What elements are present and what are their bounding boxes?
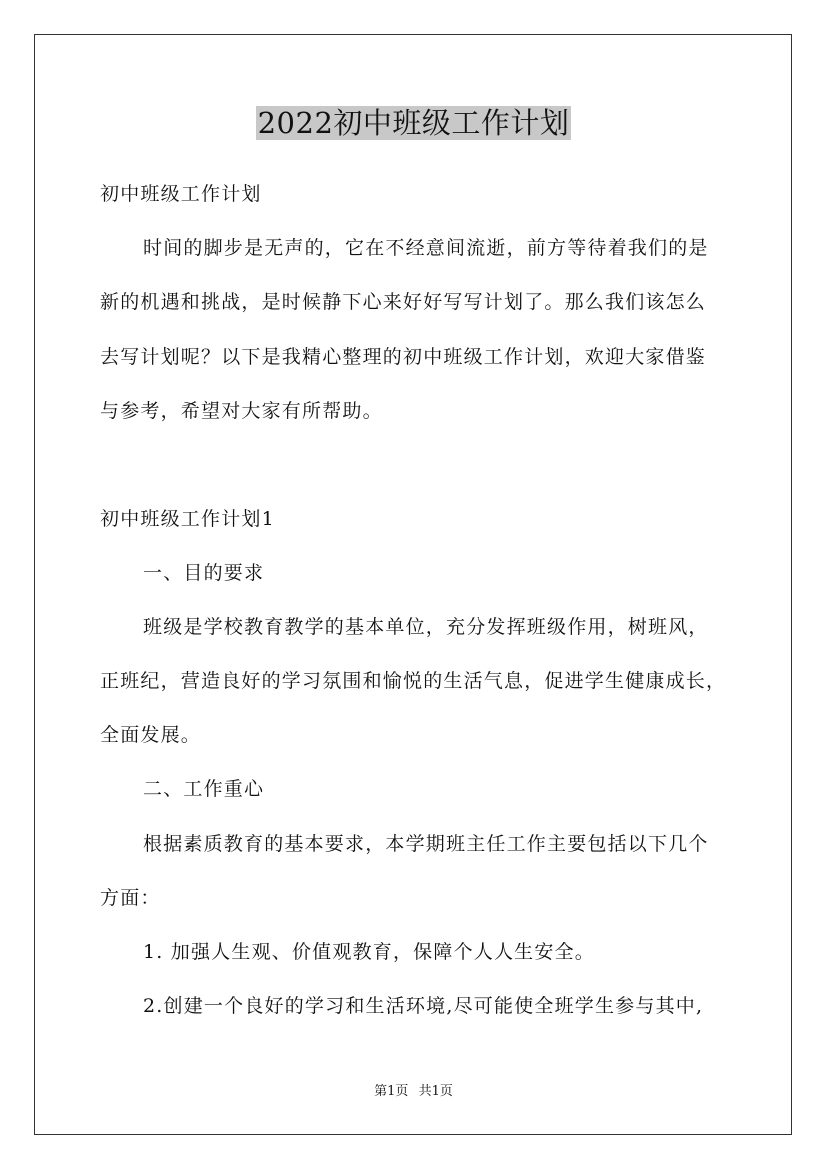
part2-body-line-2: 方面：	[100, 887, 161, 909]
page-total: 共1页	[418, 1084, 453, 1099]
intro-line-2: 新的机遇和挑战，是时候静下心来好好写写计划了。那么我们该怎么	[100, 291, 707, 313]
document-title	[0, 103, 827, 143]
section1-heading: 初中班级工作计划1	[100, 508, 275, 530]
list-item-1: 1. 加强人生观、价值观教育，保障个人人生安全。	[143, 941, 595, 963]
part1-heading: 一、目的要求	[143, 562, 265, 584]
part1-body-line-2: 正班纪，营造良好的学习氛围和愉悦的生活气息，促进学生健康成长，	[100, 670, 727, 692]
intro-line-4: 与参考，希望对大家有所帮助。	[100, 400, 383, 422]
part1-body-line-3: 全面发展。	[100, 724, 202, 746]
page-footer	[0, 1084, 827, 1100]
part2-heading: 二、工作重心	[143, 778, 265, 800]
list-item-2: 2.创建一个良好的学习和生活环境,尽可能使全班学生参与其中,	[143, 995, 704, 1017]
intro-line-1: 时间的脚步是无声的，它在不经意间流逝，前方等待着我们的是	[143, 237, 709, 259]
document-title-text: 2022初中班级工作计划	[257, 106, 570, 140]
document-subtitle: 初中班级工作计划	[100, 183, 262, 205]
intro-line-3: 去写计划呢？以下是我精心整理的初中班级工作计划，欢迎大家借鉴	[100, 346, 707, 368]
part1-body-line-1: 班级是学校教育教学的基本单位，充分发挥班级作用，树班风，	[143, 616, 709, 638]
part2-body-line-1: 根据素质教育的基本要求，本学期班主任工作主要包括以下几个	[143, 833, 709, 855]
page-number: 第1页	[374, 1084, 409, 1099]
